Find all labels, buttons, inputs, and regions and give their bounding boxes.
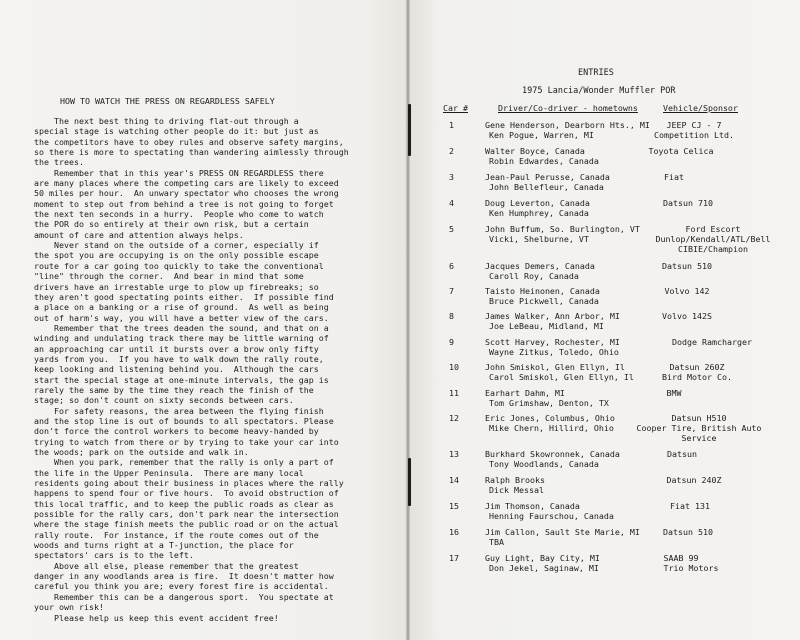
entry-car-number: 8 bbox=[449, 311, 454, 321]
entry-car-number: 14 bbox=[449, 475, 459, 485]
article-line: the trees. bbox=[34, 157, 84, 168]
entry-vehicle-sponsor: SAAB 99 bbox=[663, 553, 699, 563]
article-line: woods and turns right at a T-junction, the place for bbox=[34, 540, 294, 551]
entry-vehicle-sponsor: Dodge Ramcharger bbox=[672, 337, 752, 347]
entry-codriver: Tony Woodlands, Canada bbox=[489, 459, 599, 469]
entry-vehicle-sponsor: Toyota Celica bbox=[648, 146, 714, 156]
article-line: drivers have an irrestable urge to plow up firebreaks; so bbox=[34, 281, 319, 292]
entry-codriver: TBA bbox=[489, 537, 504, 547]
entry-driver: Earhart Dahm, MI bbox=[485, 388, 565, 398]
article-line: The next best thing to driving flat-out through a bbox=[34, 116, 299, 126]
article-line: the next ten seconds in a hurry. People who come to watch bbox=[34, 209, 324, 220]
article-line: the life in the Upper Peninsula. There are many local bbox=[34, 467, 304, 478]
entry-vehicle-sponsor: Datsun H510 bbox=[671, 413, 727, 423]
entry-driver: Jim Thomson, Canada bbox=[485, 501, 580, 511]
entry-codriver: Bruce Pickwell, Canada bbox=[489, 296, 599, 306]
entry-codriver: Carol Smiskol, Glen Ellyn, Il bbox=[489, 372, 634, 382]
entry-codriver: Wayne Zitkus, Toledo, Ohio bbox=[489, 347, 619, 357]
article-line: don't force the control workers to become heavy-handed by bbox=[34, 426, 319, 437]
column-header-vehicle: Vehicle/Sponsor bbox=[663, 103, 738, 113]
entry-codriver: Caroll Roy, Canada bbox=[489, 271, 579, 281]
article-line: amount of care and attention always helps. bbox=[34, 229, 244, 240]
article-line: are many places where the competing cars are likely to exceed bbox=[34, 178, 339, 189]
entry-car-number: 4 bbox=[449, 198, 454, 208]
article-line: rarely the same by the time they reach the finish of the bbox=[34, 384, 314, 395]
article-line: For safety reasons, the area between the flying finish bbox=[34, 405, 324, 416]
article-line: 50 miles per hour. An unwary spectator who chooses the wrong bbox=[34, 188, 339, 199]
article-line: this local traffic, and to keep the public roads as clear as bbox=[34, 498, 334, 509]
entry-car-number: 1 bbox=[449, 120, 454, 130]
article-line: where the stage finish meets the public road or on the actual bbox=[34, 519, 339, 530]
safety-article-title: HOW TO WATCH THE PRESS ON REGARDLESS SAFELY bbox=[60, 96, 275, 106]
entry-driver: Jim Callon, Sault Ste Marie, MI bbox=[485, 527, 640, 537]
article-line: When you park, remember that the rally is only a part of bbox=[34, 457, 334, 468]
article-line: yards from you. If you have to walk down the rally route, bbox=[34, 353, 324, 364]
entry-vehicle-sponsor: BMW bbox=[666, 388, 682, 398]
entry-vehicle-sponsor: Ford Escort bbox=[685, 224, 741, 234]
entry-car-number: 11 bbox=[449, 388, 459, 398]
article-line: a place on a banking or a rise of ground. As well as being bbox=[34, 302, 329, 313]
entry-vehicle-sponsor: Volvo 142S bbox=[662, 311, 712, 321]
article-line: danger in any woodlands area is fire. It doesn't matter how bbox=[34, 571, 334, 582]
entry-driver: Doug Leverton, Canada bbox=[485, 198, 590, 208]
article-line: Remember that in this year's PRESS ON REGARDLESS there bbox=[34, 167, 324, 178]
entry-driver: Jean-Paul Perusse, Canada bbox=[485, 172, 610, 182]
entry-driver: John Buffum, So. Burlington, VT bbox=[485, 224, 640, 234]
entry-vehicle-sponsor: Bird Motor Co. bbox=[662, 372, 732, 382]
entry-driver: Ralph Brooks bbox=[485, 475, 545, 485]
entry-vehicle-sponsor: Dunlop/Kendall/ATL/Bell bbox=[655, 234, 771, 244]
article-line: winding and undulating track there may be little warning of bbox=[34, 333, 329, 344]
article-line: moment to step out from behind a tree is not going to forget bbox=[34, 198, 334, 209]
article-line: rally route. For instance, if the route comes out of the bbox=[34, 529, 319, 540]
entries-heading: ENTRIES bbox=[578, 68, 614, 78]
entry-car-number: 13 bbox=[449, 449, 459, 459]
entry-vehicle-sponsor: Trio Motors bbox=[663, 563, 719, 573]
article-line: special stage is watching other people do it: but just as bbox=[34, 126, 319, 137]
entry-driver: James Walker, Ann Arbor, MI bbox=[485, 311, 620, 321]
article-line: Remember that the trees deaden the sound, and that on a bbox=[34, 322, 329, 333]
column-header-car: Car # bbox=[443, 103, 468, 113]
article-line: spectators' cars is to the left. bbox=[34, 550, 194, 561]
article-line: trying to watch from there or by trying to take your car into bbox=[34, 436, 339, 447]
entry-codriver: John Bellefleur, Canada bbox=[489, 182, 604, 192]
entry-codriver: Dick Messal bbox=[489, 485, 544, 495]
staple-bottom bbox=[408, 458, 411, 506]
article-line: Remember this can be a dangerous sport. You spectate at bbox=[34, 591, 334, 602]
article-line: "line" through the corner. And bear in mind that some bbox=[34, 271, 304, 282]
entry-car-number: 10 bbox=[449, 362, 459, 372]
entry-car-number: 3 bbox=[449, 172, 454, 182]
entry-codriver: Don Jekel, Saginaw, MI bbox=[489, 563, 599, 573]
entry-driver: Scott Harvey, Rochester, MI bbox=[485, 337, 620, 347]
entry-vehicle-sponsor: Fiat bbox=[664, 172, 684, 182]
entry-vehicle-sponsor: Competition Ltd. bbox=[654, 130, 734, 140]
entry-vehicle-sponsor: Datsun bbox=[667, 449, 697, 459]
article-line: route for a car going too quickly to take the conventional bbox=[34, 260, 324, 271]
article-line: your own risk! bbox=[34, 602, 104, 613]
entry-vehicle-sponsor: Datsun 710 bbox=[663, 198, 713, 208]
article-line: an approaching car until it bursts over a brow only fifty bbox=[34, 343, 319, 354]
article-line: out of harm's way, you will have a better view of the cars. bbox=[34, 312, 329, 323]
entry-codriver: Joe LeBeau, Midland, MI bbox=[489, 321, 604, 331]
entry-car-number: 6 bbox=[449, 261, 454, 271]
staple-top bbox=[408, 104, 411, 156]
entry-driver: Gene Henderson, Dearborn Hts., MI bbox=[485, 120, 650, 130]
article-line: stage; so don't count on sixty seconds between cars. bbox=[34, 395, 294, 406]
entry-vehicle-sponsor: JEEP CJ - 7 bbox=[666, 120, 722, 130]
article-line: keep looking and listening behind you. Although the cars bbox=[34, 364, 319, 375]
entry-codriver: Tom Grimshaw, Denton, TX bbox=[489, 398, 609, 408]
column-header-driver: Driver/Co-driver - hometowns bbox=[498, 103, 638, 113]
entry-vehicle-sponsor: CIBIE/Champion bbox=[678, 244, 748, 254]
article-line: so there is more to spectating than wandering aimlessly through bbox=[34, 147, 349, 158]
safety-article-body bbox=[34, 116, 406, 623]
entry-driver: Eric Jones, Columbus, Ohio bbox=[485, 413, 615, 423]
article-line: the spot you are occupying is on the only possible escape bbox=[34, 250, 319, 261]
entry-vehicle-sponsor: Volvo 142 bbox=[664, 286, 710, 296]
entry-vehicle-sponsor: Cooper Tire, British Auto bbox=[636, 423, 762, 433]
entry-driver: Jacques Demers, Canada bbox=[485, 261, 595, 271]
entry-driver: Walter Boyce, Canada bbox=[485, 146, 585, 156]
article-line: and the stop line is out of bounds to all spectators. Please bbox=[34, 415, 334, 426]
entry-car-number: 7 bbox=[449, 286, 454, 296]
entry-driver: Burkhard Skowronnek, Canada bbox=[485, 449, 620, 459]
binding-gutter bbox=[406, 0, 410, 640]
entry-car-number: 12 bbox=[449, 413, 459, 423]
article-line: careful you think you are; every forest fire is accidental. bbox=[34, 581, 329, 592]
article-line: the competitors have to obey rules and observe safety margins, bbox=[34, 136, 344, 147]
article-line: possible for the rally cars, don't park near the intersection bbox=[34, 509, 339, 520]
entry-driver: Guy Light, Bay City, MI bbox=[485, 553, 600, 563]
entry-car-number: 17 bbox=[449, 553, 459, 563]
entry-codriver: Mike Chern, Hillird, Ohio bbox=[489, 423, 614, 433]
article-line: Above all else, please remember that the greatest bbox=[34, 560, 299, 571]
entry-driver: Taisto Heinonen, Canada bbox=[485, 286, 600, 296]
entry-vehicle-sponsor: Datsun 510 bbox=[662, 261, 712, 271]
entry-car-number: 5 bbox=[449, 224, 454, 234]
entry-car-number: 9 bbox=[449, 337, 454, 347]
entry-codriver: Vicki, Shelburne, VT bbox=[489, 234, 589, 244]
article-line: Please help us keep this event accident free! bbox=[34, 612, 279, 623]
entry-codriver: Ken Humphrey, Canada bbox=[489, 208, 589, 218]
article-line: they aren't good spectating points either. If possible find bbox=[34, 291, 334, 302]
entries-subheading: 1975 Lancia/Wonder Muffler POR bbox=[522, 86, 676, 96]
entry-vehicle-sponsor: Datsun 260Z bbox=[669, 362, 725, 372]
entry-codriver: Robin Edwardes, Canada bbox=[489, 156, 599, 166]
article-line: the POR do so entirely at their own risk, but a certain bbox=[34, 219, 309, 230]
entry-vehicle-sponsor: Fiat 131 bbox=[670, 501, 710, 511]
entry-codriver: Henning Faurschou, Canada bbox=[489, 511, 614, 521]
entry-driver: John Smiskol, Glen Ellyn, Il bbox=[485, 362, 625, 372]
entry-car-number: 2 bbox=[449, 146, 454, 156]
article-line: the woods; park on the outside and walk in. bbox=[34, 447, 249, 457]
article-line: start the special stage at one-minute intervals, the gap is bbox=[34, 374, 329, 385]
entry-codriver: Ken Pogue, Warren, MI bbox=[489, 130, 594, 140]
entry-car-number: 16 bbox=[449, 527, 459, 537]
article-line: residents going about their business in places where the rally bbox=[34, 478, 344, 489]
article-line: Never stand on the outside of a corner, especially if bbox=[34, 240, 319, 251]
entry-vehicle-sponsor: Datsun 510 bbox=[663, 527, 713, 537]
entry-car-number: 15 bbox=[449, 501, 459, 511]
entry-vehicle-sponsor: Datsun 240Z bbox=[666, 475, 722, 485]
entry-vehicle-sponsor: Service bbox=[681, 433, 717, 443]
article-line: happens to spend four or five hours. To avoid obstruction of bbox=[34, 488, 339, 499]
